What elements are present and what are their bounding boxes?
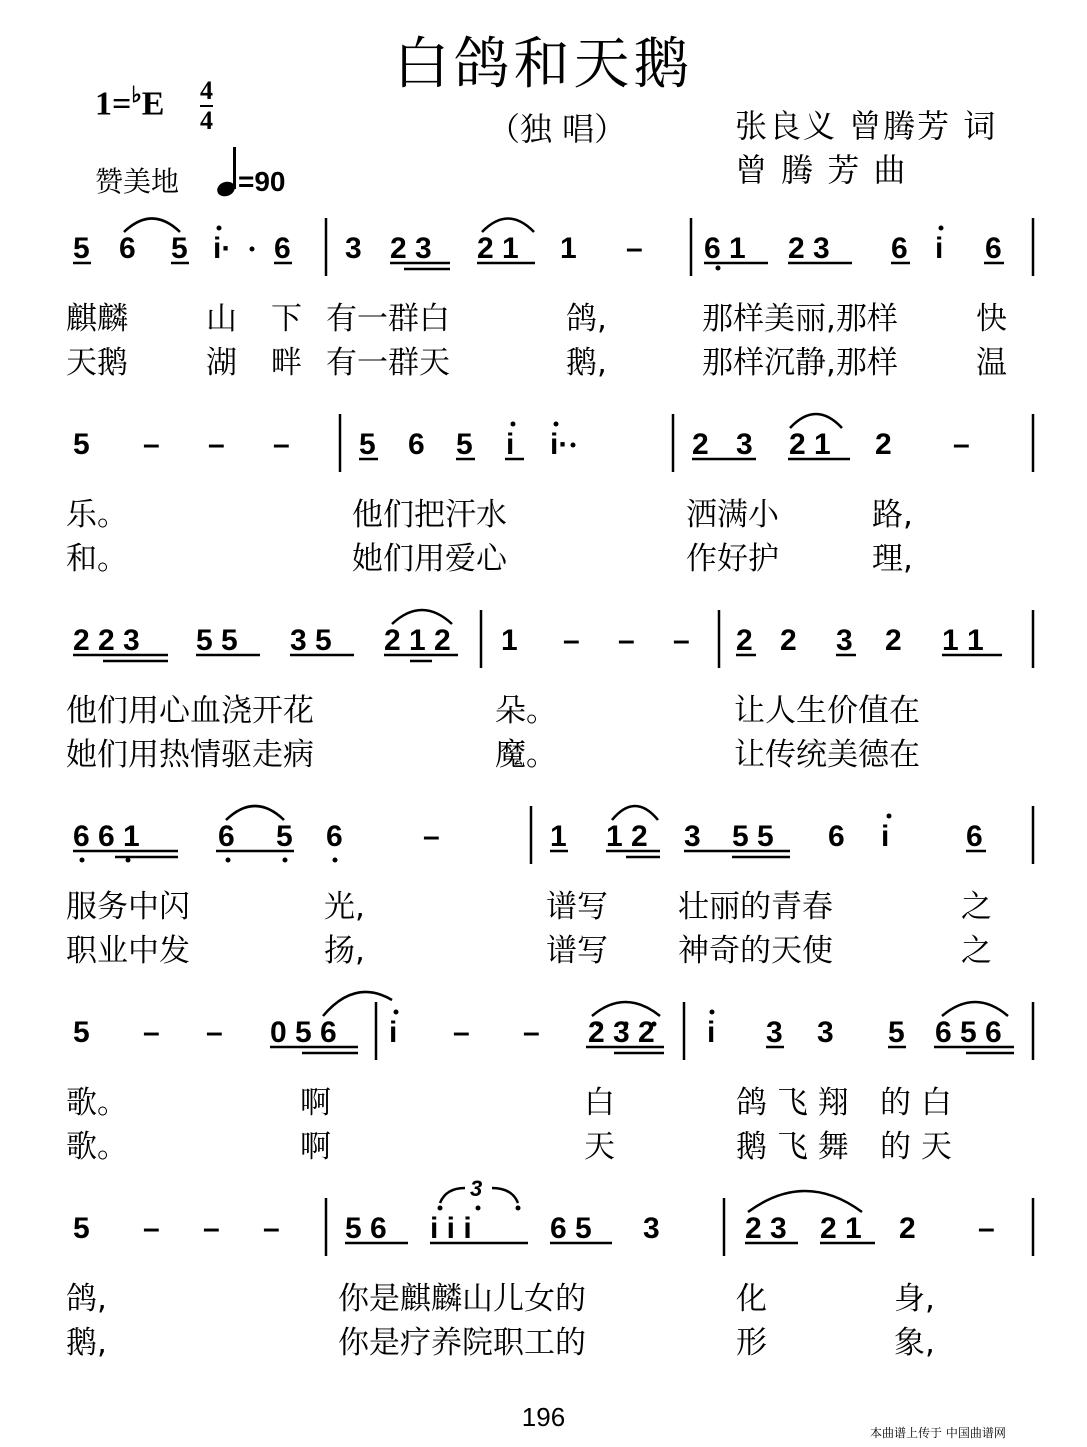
rest-dash: – — [208, 428, 225, 461]
song-title: 白鸽和天鹅 — [393, 32, 694, 97]
rest-dash: – — [953, 428, 970, 461]
note: 5 5 — [196, 624, 238, 657]
lyric: 路, — [872, 497, 913, 533]
note: 5 — [276, 820, 293, 853]
rest-dash: – — [143, 1212, 160, 1245]
lyric: 作好护 — [686, 541, 779, 577]
lyric: 他们用心血浇开花 — [66, 693, 314, 729]
lyric: 让人生价值在 — [734, 693, 920, 729]
note: i i i — [430, 1212, 472, 1245]
lyric: 理, — [872, 541, 913, 577]
lyric: 化 — [736, 1281, 767, 1317]
note: 3 — [766, 1016, 783, 1049]
note: 6 5 6 — [935, 1016, 1002, 1049]
lyric: 扬, — [324, 933, 365, 969]
note: 6 — [408, 428, 425, 461]
lyric: 让传统美德在 — [734, 737, 920, 773]
note: i — [707, 1016, 716, 1049]
note: i — [881, 820, 890, 853]
lyric: 你是麒麟山儿女的 — [338, 1281, 586, 1317]
lyric: 光, — [324, 889, 365, 925]
lyric: 她们用爱心 — [352, 541, 507, 577]
note: 3 — [684, 820, 701, 853]
note: 6 6 1 — [73, 820, 140, 853]
note: 6 — [119, 232, 136, 265]
note: 3 5 — [290, 624, 332, 657]
lyric: 朵。 — [495, 693, 557, 729]
subtitle: （独 唱） — [488, 110, 627, 148]
lyric: 谱写 — [546, 889, 608, 925]
lyricists-credit: 张良义 曾腾芳 词 — [735, 107, 998, 145]
lyric: 洒满小 — [686, 497, 779, 533]
note: 6 — [891, 232, 908, 265]
note: 6 — [828, 820, 845, 853]
rest-dash: – — [978, 1212, 995, 1245]
note: 1 1 — [942, 624, 984, 657]
lyric: 有一群天 — [326, 345, 450, 381]
note: 6 1 — [704, 232, 746, 265]
rest-dash: – — [618, 624, 635, 657]
note: 5 — [73, 1212, 90, 1245]
lyric: 啊 — [300, 1129, 331, 1165]
rest-dash: – — [626, 232, 643, 265]
lyric: 之 — [961, 933, 992, 969]
lyric: 谱写 — [546, 933, 608, 969]
page-number: 196 — [521, 1402, 566, 1432]
meter-top: 4 — [200, 76, 213, 105]
lyric: 鹅, — [566, 345, 607, 381]
tempo-expression: 赞美地 — [95, 165, 180, 198]
note: 5 6 — [345, 1212, 387, 1245]
lyric: 快 — [976, 301, 1007, 337]
note: 3 — [736, 428, 753, 461]
note: 1 2 — [606, 820, 648, 853]
note: 2 1 — [820, 1212, 862, 1245]
lyric: 魔。 — [495, 737, 557, 773]
rest-dash: – — [453, 1016, 470, 1049]
note: 2 — [780, 624, 797, 657]
lyric: 的 天 — [880, 1129, 952, 1165]
note: 6 5 — [550, 1212, 592, 1245]
lyric: 和。 — [66, 541, 128, 577]
note: 2 3 — [788, 232, 830, 265]
note: 2 1 — [477, 232, 519, 265]
note: 2 — [692, 428, 709, 461]
watermark: 本曲谱上传于 中国曲谱网 — [870, 1426, 1006, 1440]
rest-dash: – — [143, 428, 160, 461]
note: 2 3 — [390, 232, 432, 265]
lyric: 那样沉静,那样 — [702, 345, 898, 381]
note: i — [506, 428, 515, 461]
lyric: 之 — [961, 889, 992, 925]
note: 2 3 2 — [588, 1016, 655, 1049]
lyric: 的 白 — [880, 1085, 952, 1121]
lyric: 有一群白 — [326, 301, 450, 337]
lyric: 你是疗养院职工的 — [338, 1325, 586, 1361]
note: 1 — [560, 232, 577, 265]
note: 2 — [875, 428, 892, 461]
note: 6 — [966, 820, 983, 853]
rest-dash: – — [673, 624, 690, 657]
tempo-value: =90 — [238, 166, 286, 197]
note: 3 — [817, 1016, 834, 1049]
rest-dash: – — [523, 1016, 540, 1049]
lyric: 歌。 — [66, 1085, 128, 1121]
lyric: 乐。 — [66, 497, 128, 533]
note: i — [935, 232, 944, 265]
lyric: 麒麟 — [66, 301, 128, 337]
lyric: 象, — [894, 1325, 935, 1361]
note: 2 1 2 — [384, 624, 451, 657]
rest-dash: – — [203, 1212, 220, 1245]
note: 6 — [985, 232, 1002, 265]
lyric: 歌。 — [66, 1129, 128, 1165]
note: 2 — [885, 624, 902, 657]
note: 2 2 3 — [73, 624, 140, 657]
note: 1 — [501, 624, 518, 657]
note: 5 5 — [732, 820, 774, 853]
note: 5 — [456, 428, 473, 461]
note: i· — [550, 428, 569, 461]
lyric: 那样美丽,那样 — [702, 301, 898, 337]
lyric: 壮丽的青春 — [678, 889, 833, 925]
note: 5 — [888, 1016, 905, 1049]
lyric: 她们用热情驱走病 — [66, 737, 314, 773]
lyric: 鸽 飞 翔 — [736, 1085, 849, 1121]
rest-dash: – — [273, 428, 290, 461]
note: 3 — [345, 232, 362, 265]
flat-icon: ♭ — [131, 82, 142, 107]
rest-dash: – — [206, 1016, 223, 1049]
lyric: 鸽, — [566, 301, 607, 337]
lyric: 天鹅 — [66, 345, 128, 381]
note: 1 — [550, 820, 567, 853]
rest-dash: – — [143, 1016, 160, 1049]
meter-bottom: 4 — [200, 106, 213, 135]
note: 5 — [359, 428, 376, 461]
lyric: 天 — [584, 1129, 615, 1165]
note: 2 3 — [745, 1212, 787, 1245]
note: 2 1 — [789, 428, 831, 461]
key-note: E — [141, 85, 165, 123]
lyric: 服务中闪 — [66, 889, 190, 925]
lyric: 形 — [736, 1325, 767, 1361]
lyric: 鹅, — [66, 1325, 107, 1361]
lyric: 身, — [894, 1281, 935, 1317]
note: 6 — [218, 820, 235, 853]
note: 6 — [274, 232, 291, 265]
lyric: 神奇的天使 — [678, 933, 833, 969]
note: 5 — [73, 428, 90, 461]
lyric: 山 — [206, 301, 237, 337]
note: 5 — [73, 1016, 90, 1049]
lyric: 他们把汗水 — [352, 497, 507, 533]
note: 0 5 6 — [270, 1016, 337, 1049]
lyric: 温 — [976, 345, 1007, 381]
note: 5 — [73, 232, 90, 265]
lyric: 啊 — [300, 1085, 331, 1121]
key-prefix: 1= — [95, 85, 132, 123]
note: 2 — [736, 624, 753, 657]
note: i — [389, 1016, 398, 1049]
lyric: 畔 — [271, 345, 302, 381]
rest-dash: – — [263, 1212, 280, 1245]
lyric: 湖 — [206, 345, 237, 381]
lyric: 下 — [271, 301, 302, 337]
note: 2 — [899, 1212, 916, 1245]
rest-dash: – — [423, 820, 440, 853]
note: 3 — [836, 624, 853, 657]
lyric: 鸽, — [66, 1281, 107, 1317]
composer-credit: 曾 腾 芳 曲 — [735, 151, 908, 189]
note: i· — [213, 232, 232, 265]
lyric: 职业中发 — [66, 933, 190, 969]
note: 6 — [326, 820, 343, 853]
triplet-marker: 3 — [470, 1176, 483, 1201]
note: 3 — [643, 1212, 660, 1245]
rest-dash: – — [563, 624, 580, 657]
note: 5 — [171, 232, 188, 265]
lyric: 白 — [584, 1085, 615, 1121]
lyric: 鹅 飞 舞 — [736, 1129, 849, 1165]
